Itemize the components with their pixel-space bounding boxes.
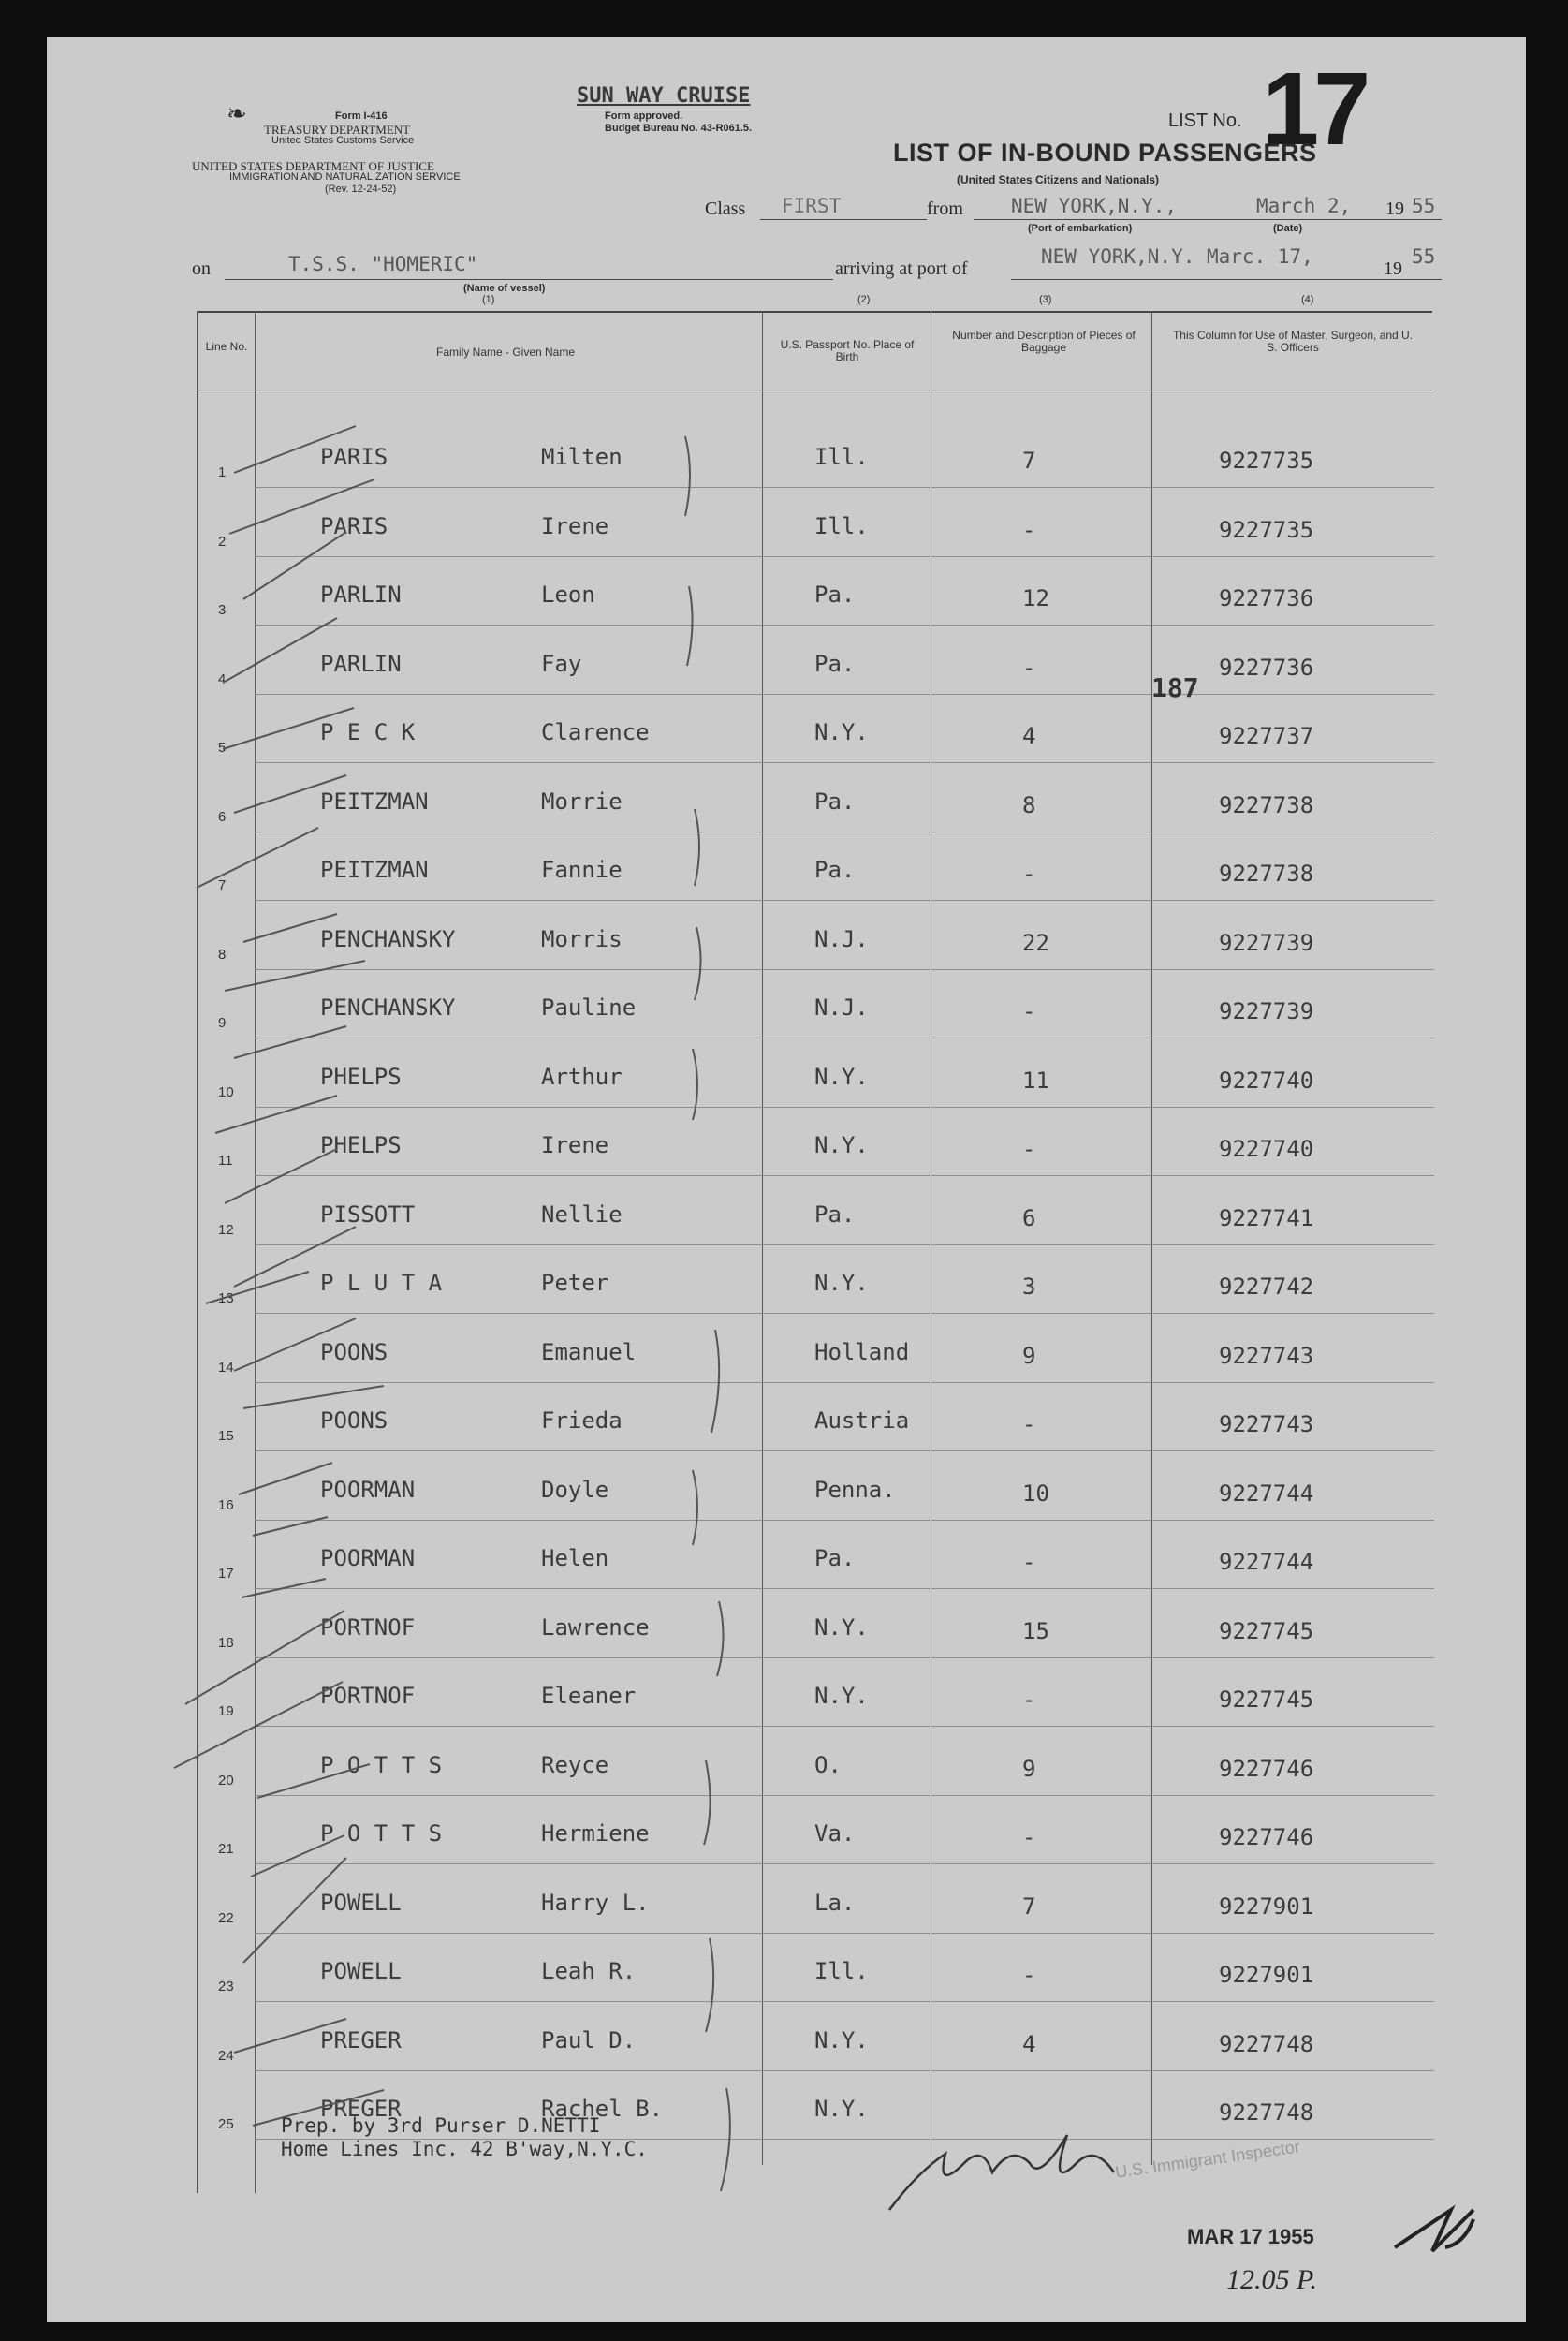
company-address: Home Lines Inc. 42 B'way,N.Y.C. xyxy=(281,2138,648,2160)
row-family-name: P L U T A xyxy=(320,1270,443,1296)
row-rule xyxy=(255,762,1434,763)
row-rule xyxy=(255,694,1434,695)
row-place-of-birth: N.Y. xyxy=(814,1132,869,1158)
row-line-number: 24 xyxy=(218,2047,234,2064)
row-place-of-birth: N.Y. xyxy=(814,719,869,745)
vessel-name: T.S.S. "HOMERIC" xyxy=(288,253,478,275)
row-family-name: PEITZMAN xyxy=(320,788,429,815)
row-officer-number: 9227901 xyxy=(1219,1962,1314,1988)
row-place-of-birth: Pa. xyxy=(814,1200,856,1228)
row-rule xyxy=(255,1313,1434,1314)
header-line-no: Line No. xyxy=(205,340,248,353)
row-officer-number: 9227735 xyxy=(1219,448,1314,474)
row-place-of-birth: Pa. xyxy=(814,857,856,883)
row-family-name: PARIS xyxy=(320,444,388,470)
ins-service: IMMIGRATION AND NATURALIZATION SERVICE xyxy=(229,171,461,183)
row-baggage-count: - xyxy=(1022,1136,1036,1162)
row-place-of-birth: Va. xyxy=(814,1820,856,1847)
row-given-name: Fay xyxy=(541,650,582,677)
arrival-year-value: 55 xyxy=(1412,245,1436,268)
list-title: LIST OF IN-BOUND PASSENGERS xyxy=(893,139,1317,167)
row-line-number: 7 xyxy=(218,877,227,893)
row-line-number: 4 xyxy=(218,670,227,687)
row-baggage-count: 10 xyxy=(1022,1480,1049,1507)
row-place-of-birth: Ill. xyxy=(814,444,869,470)
row-given-name: Rachel B. xyxy=(541,2096,664,2122)
row-place-of-birth: N.J. xyxy=(814,994,869,1021)
row-officer-number: 9227744 xyxy=(1219,1549,1314,1575)
row-rule xyxy=(255,969,1434,970)
row-rule xyxy=(255,1657,1434,1658)
row-line-number: 22 xyxy=(218,1909,234,1926)
class-value: FIRST xyxy=(782,195,842,217)
port-embarkation-caption: (Port of embarkation) xyxy=(1028,223,1133,234)
row-officer-number: 9227743 xyxy=(1219,1411,1314,1437)
row-baggage-count: 8 xyxy=(1022,791,1036,818)
row-place-of-birth: Pa. xyxy=(814,788,856,815)
row-officer-number: 9227745 xyxy=(1219,1617,1314,1644)
row-line-number: 13 xyxy=(218,1290,234,1306)
row-baggage-count: 4 xyxy=(1022,723,1036,749)
row-rule xyxy=(255,1244,1434,1245)
row-family-name: POWELL xyxy=(320,1889,402,1916)
vessel-caption: (Name of vessel) xyxy=(463,283,546,294)
header-officers: This Column for Use of Master, Surgeon, and U. S. Officers xyxy=(1172,329,1414,354)
row-baggage-count: 11 xyxy=(1022,1067,1049,1094)
row-family-name: P E C K xyxy=(320,719,416,745)
row-family-name: POONS xyxy=(320,1338,388,1365)
row-place-of-birth: O. xyxy=(814,1751,842,1778)
margin-note: 187 xyxy=(1151,672,1199,703)
row-officer-number: 9227739 xyxy=(1219,998,1314,1024)
row-rule xyxy=(255,1107,1434,1108)
row-given-name: Irene xyxy=(541,512,609,539)
row-place-of-birth: N.Y. xyxy=(814,1270,869,1296)
row-rule xyxy=(255,2001,1434,2002)
row-officer-number: 9227740 xyxy=(1219,1136,1314,1162)
arriving-label: arriving at port of xyxy=(835,258,968,279)
date-caption: (Date) xyxy=(1273,223,1303,234)
row-baggage-count: 7 xyxy=(1022,1892,1036,1920)
row-baggage-count: - xyxy=(1022,861,1036,887)
row-given-name: Reyce xyxy=(541,1751,609,1778)
row-family-name: PENCHANSKY xyxy=(320,994,456,1021)
row-rule xyxy=(255,1450,1434,1451)
row-family-name: PEITZMAN xyxy=(320,857,429,883)
row-officer-number: 9227739 xyxy=(1219,929,1314,956)
row-line-number: 16 xyxy=(218,1496,234,1513)
year-value: 55 xyxy=(1412,195,1436,217)
col-num-2: (2) xyxy=(857,294,871,305)
row-family-name: PREGER xyxy=(320,2026,402,2054)
row-line-number: 5 xyxy=(218,740,227,756)
row-family-name: PORTNOF xyxy=(320,1683,416,1709)
row-given-name: Leon xyxy=(541,582,595,608)
row-family-name: PHELPS xyxy=(320,1063,402,1090)
row-baggage-count: - xyxy=(1022,1549,1036,1575)
manifest-page xyxy=(47,37,1526,2322)
row-line-number: 9 xyxy=(218,1015,227,1031)
cruise-stamp: SUN WAY CRUISE xyxy=(577,84,751,108)
row-place-of-birth: Ill. xyxy=(814,512,869,539)
row-line-number: 23 xyxy=(218,1979,234,1995)
row-family-name: POWELL xyxy=(320,1958,402,1984)
row-given-name: Harry L. xyxy=(541,1889,650,1916)
row-place-of-birth: N.J. xyxy=(814,925,869,952)
row-family-name: POONS xyxy=(320,1407,388,1434)
row-rule xyxy=(255,900,1434,901)
row-place-of-birth: N.Y. xyxy=(814,2026,869,2054)
budget-bureau: Budget Bureau No. 43-R061.5. xyxy=(605,123,753,134)
row-given-name: Hermiene xyxy=(541,1820,650,1847)
row-officer-number: 9227748 xyxy=(1219,2030,1314,2057)
row-baggage-count: 4 xyxy=(1022,2030,1036,2057)
row-rule xyxy=(255,1520,1434,1521)
row-family-name: P O T T S xyxy=(320,1820,443,1847)
row-given-name: Peter xyxy=(541,1270,609,1296)
row-line-number: 6 xyxy=(218,808,227,825)
row-rule xyxy=(255,1726,1434,1727)
row-baggage-count: - xyxy=(1022,1686,1036,1713)
row-family-name: PARIS xyxy=(320,512,388,539)
row-officer-number: 9227745 xyxy=(1219,1686,1314,1713)
row-place-of-birth: N.Y. xyxy=(814,1683,869,1709)
row-family-name: P O T T S xyxy=(320,1751,443,1778)
justice-department: UNITED STATES DEPARTMENT OF JUSTICE xyxy=(192,159,434,173)
row-officer-number: 9227743 xyxy=(1219,1342,1314,1369)
col-num-4: (4) xyxy=(1301,294,1314,305)
row-baggage-count: 3 xyxy=(1022,1274,1036,1300)
class-label: Class xyxy=(705,199,746,219)
row-baggage-count: - xyxy=(1022,654,1036,681)
inspector-stamp-ghost: U.S. Immigrant Inspector xyxy=(1114,2137,1301,2182)
row-rule xyxy=(255,1382,1434,1383)
list-number: 17 xyxy=(1262,52,1366,167)
row-family-name: PORTNOF xyxy=(320,1613,416,1641)
row-officer-number: 9227901 xyxy=(1219,1892,1314,1920)
row-family-name: POORMAN xyxy=(320,1476,416,1503)
row-officer-number: 9227738 xyxy=(1219,861,1314,887)
row-family-name: PARLIN xyxy=(320,582,402,608)
row-officer-number: 9227748 xyxy=(1219,2099,1314,2126)
row-line-number: 15 xyxy=(218,1428,234,1444)
row-officer-number: 9227746 xyxy=(1219,1755,1314,1782)
row-rule xyxy=(255,1933,1434,1934)
row-given-name: Morrie xyxy=(541,788,623,815)
row-officer-number: 9227737 xyxy=(1219,723,1314,749)
row-family-name: PENCHANSKY xyxy=(320,925,456,952)
row-place-of-birth: Pa. xyxy=(814,650,856,677)
row-baggage-count: 12 xyxy=(1022,585,1049,611)
row-line-number: 19 xyxy=(218,1703,234,1719)
row-given-name: Emanuel xyxy=(541,1338,637,1365)
list-subtitle: (United States Citizens and Nationals) xyxy=(957,173,1160,186)
row-given-name: Pauline xyxy=(541,994,637,1021)
row-given-name: Milten xyxy=(541,444,623,470)
row-line-number: 1 xyxy=(218,464,227,480)
vessel-col-num: (1) xyxy=(482,294,495,305)
row-rule xyxy=(255,1175,1434,1176)
row-place-of-birth: Ill. xyxy=(814,1958,869,1984)
row-rule xyxy=(255,625,1434,626)
row-officer-number: 9227742 xyxy=(1219,1274,1314,1300)
row-officer-number: 9227738 xyxy=(1219,791,1314,818)
treasury-department: TREASURY DEPARTMENT xyxy=(264,123,411,137)
row-officer-number: 9227735 xyxy=(1219,516,1314,543)
header-passport: U.S. Passport No. Place of Birth xyxy=(780,338,915,363)
row-officer-number: 9227741 xyxy=(1219,1204,1314,1231)
row-baggage-count: - xyxy=(1022,1411,1036,1437)
row-rule xyxy=(255,1588,1434,1589)
customs-service: United States Customs Service xyxy=(271,135,415,146)
row-baggage-count: - xyxy=(1022,1962,1036,1988)
header-name: Family Name - Given Name xyxy=(435,346,576,359)
row-baggage-count: - xyxy=(1022,998,1036,1024)
row-line-number: 10 xyxy=(218,1083,234,1100)
row-given-name: Leah R. xyxy=(541,1958,637,1984)
row-rule xyxy=(255,1863,1434,1864)
row-officer-number: 9227736 xyxy=(1219,654,1314,681)
row-place-of-birth: N.Y. xyxy=(814,2096,869,2122)
row-given-name: Doyle xyxy=(541,1476,609,1503)
row-given-name: Paul D. xyxy=(541,2026,637,2054)
row-place-of-birth: Holland xyxy=(814,1338,910,1365)
row-given-name: Arthur xyxy=(541,1063,623,1090)
col-num-3: (3) xyxy=(1039,294,1052,305)
row-officer-number: 9227736 xyxy=(1219,585,1314,611)
row-family-name: PREGER xyxy=(320,2096,402,2122)
row-officer-number: 9227746 xyxy=(1219,1824,1314,1850)
row-line-number: 14 xyxy=(218,1359,234,1376)
row-place-of-birth: Pa. xyxy=(814,582,856,608)
row-given-name: Fannie xyxy=(541,857,623,883)
row-line-number: 3 xyxy=(218,602,227,618)
form-number: Form I-416 xyxy=(335,110,388,122)
row-given-name: Frieda xyxy=(541,1407,623,1434)
row-family-name: PARLIN xyxy=(320,650,402,677)
row-baggage-count: 15 xyxy=(1022,1617,1049,1644)
row-line-number: 2 xyxy=(218,533,227,550)
row-given-name: Lawrence xyxy=(541,1613,650,1641)
row-place-of-birth: Pa. xyxy=(814,1545,856,1571)
row-line-number: 25 xyxy=(218,2116,234,2132)
row-rule xyxy=(255,1795,1434,1796)
row-family-name: PHELPS xyxy=(320,1132,402,1158)
row-rule xyxy=(255,487,1434,488)
row-given-name: Morris xyxy=(541,925,623,952)
row-baggage-count: 9 xyxy=(1022,1755,1036,1782)
row-place-of-birth: N.Y. xyxy=(814,1613,869,1641)
row-baggage-count: - xyxy=(1022,1824,1036,1850)
row-line-number: 17 xyxy=(218,1566,234,1582)
row-place-of-birth: La. xyxy=(814,1889,856,1916)
handwritten-time: 12.05 P. xyxy=(1226,2264,1317,2295)
header-baggage: Number and Description of Pieces of Baggage xyxy=(952,329,1136,354)
row-officer-number: 9227744 xyxy=(1219,1480,1314,1507)
row-place-of-birth: N.Y. xyxy=(814,1063,869,1090)
row-baggage-count: 9 xyxy=(1022,1342,1036,1369)
row-baggage-count: 6 xyxy=(1022,1204,1036,1231)
on-label: on xyxy=(192,258,211,279)
row-rule xyxy=(255,2070,1434,2071)
row-line-number: 18 xyxy=(218,1634,234,1651)
arrival-year-prefix: 19 xyxy=(1384,258,1402,279)
row-baggage-count: - xyxy=(1022,516,1036,543)
from-label: from xyxy=(927,199,963,219)
row-line-number: 21 xyxy=(218,1841,234,1857)
row-place-of-birth: Austria xyxy=(814,1407,910,1434)
row-given-name: Clarence xyxy=(541,719,650,745)
year-prefix: 19 xyxy=(1385,199,1404,219)
row-line-number: 8 xyxy=(218,946,227,963)
row-line-number: 11 xyxy=(218,1153,233,1169)
from-value: NEW YORK,N.Y., xyxy=(1011,195,1178,217)
form-revision: (Rev. 12-24-52) xyxy=(325,184,397,195)
row-rule xyxy=(255,556,1434,557)
prepared-by: Prep. by 3rd Purser D.NETTI xyxy=(281,2114,601,2137)
row-family-name: PISSOTT xyxy=(320,1200,416,1228)
date-value: March 2, xyxy=(1256,195,1352,217)
received-stamp: MAR 17 1955 xyxy=(1187,2225,1314,2248)
form-approved: Form approved. xyxy=(605,110,683,122)
row-officer-number: 9227740 xyxy=(1219,1067,1314,1094)
row-given-name: Helen xyxy=(541,1545,609,1571)
treasury-eagle-mark: ❧ xyxy=(227,100,247,127)
row-place-of-birth: Penna. xyxy=(814,1476,896,1503)
row-baggage-count: 7 xyxy=(1022,448,1036,474)
row-family-name: POORMAN xyxy=(320,1545,416,1571)
row-given-name: Nellie xyxy=(541,1200,623,1228)
arrival-port-value: NEW YORK,N.Y. Marc. 17, xyxy=(1041,245,1313,268)
row-baggage-count: 22 xyxy=(1022,929,1049,956)
list-no-label: LIST No. xyxy=(1168,110,1242,131)
row-given-name: Irene xyxy=(541,1132,609,1158)
row-line-number: 12 xyxy=(218,1221,234,1238)
row-line-number: 20 xyxy=(218,1772,234,1789)
row-given-name: Eleaner xyxy=(541,1683,637,1709)
